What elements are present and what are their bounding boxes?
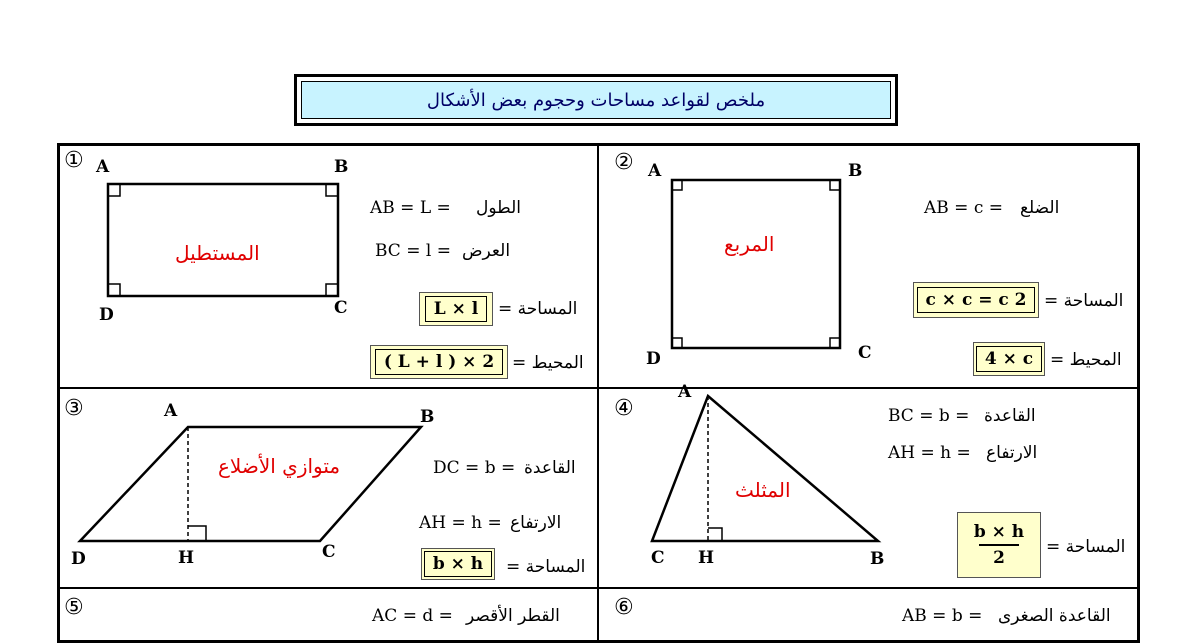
point-label-d: D — [71, 549, 86, 569]
point-label-a: A — [96, 157, 110, 177]
area-label-rectangle: المساحة = — [498, 299, 578, 319]
label-base: القاعدة — [524, 458, 576, 478]
perimeter-formula-rectangle: ( L + l ) × 2 — [370, 345, 508, 379]
shape-name-square: المربع — [724, 232, 775, 256]
perimeter-label-square: المحيط = — [1050, 350, 1122, 370]
point-label-c: C — [322, 542, 336, 562]
point-label-h: H — [178, 548, 195, 568]
formula-height: AH = h = — [419, 513, 502, 533]
formula-length: AB = L = — [370, 198, 451, 218]
area-denominator: 2 — [993, 548, 1005, 568]
point-label-a: A — [648, 161, 662, 181]
shape-name-rectangle: المستطيل — [175, 241, 260, 265]
point-label-c: C — [651, 548, 665, 568]
label-height: الارتفاع — [986, 443, 1038, 463]
point-label-h: H — [698, 548, 715, 568]
label-base: القاعدة — [984, 406, 1036, 426]
formula-short-diagonal: AC = d = — [372, 606, 453, 626]
cell-number-5: ⑤ — [64, 595, 84, 620]
point-label-c: C — [334, 298, 348, 318]
area-label-triangle: المساحة = — [1046, 537, 1126, 557]
square-shape — [672, 180, 840, 348]
formula-side: AB = c = — [924, 198, 1003, 218]
formula-small-base: AB = b = — [902, 606, 983, 626]
point-label-a: A — [678, 382, 692, 402]
label-small-base: القاعدة الصغرى — [998, 606, 1111, 626]
cell-number-6: ⑥ — [614, 595, 634, 620]
label-length: الطول — [476, 198, 521, 218]
point-label-a: A — [164, 401, 178, 421]
shape-name-triangle: المثلث — [735, 478, 791, 502]
point-label-d: D — [99, 305, 114, 325]
label-height: الارتفاع — [510, 513, 562, 533]
point-label-c: C — [858, 343, 872, 363]
point-label-b: B — [870, 549, 885, 569]
cell-number-3: ③ — [64, 396, 84, 421]
area-formula-triangle — [957, 512, 1041, 578]
formula-base: DC = b = — [433, 458, 516, 478]
area-numerator: b × h — [973, 522, 1025, 542]
point-label-b: B — [334, 157, 349, 177]
area-formula-square: c × c = c 2 — [913, 282, 1039, 318]
perimeter-label-rectangle: المحيط = — [512, 353, 584, 373]
label-short-diagonal: القطر الأقصر — [466, 606, 560, 626]
area-label-parallelogram: المساحة = — [506, 557, 586, 577]
label-width: العرض — [462, 241, 511, 261]
area-formula-parallelogram: b × h — [421, 548, 495, 580]
cell-number-1: ① — [64, 148, 84, 173]
perimeter-formula-square: 4 × c — [973, 342, 1045, 376]
area-formula-rectangle: L × l — [419, 292, 493, 326]
formula-width: BC = l = — [375, 241, 451, 261]
triangle-shape — [652, 396, 878, 541]
formula-base: BC = b = — [888, 406, 970, 426]
point-label-d: D — [646, 349, 661, 369]
cell-number-2: ② — [614, 150, 634, 175]
formula-height: AH = h = — [888, 443, 971, 463]
fraction-bar — [979, 544, 1019, 546]
page-title: ملخص لقواعد مساحات وحجوم بعض الأشكال — [301, 81, 891, 119]
area-label-square: المساحة = — [1044, 291, 1124, 311]
point-label-b: B — [420, 407, 435, 427]
rectangle-shape — [108, 184, 338, 296]
shape-name-parallelogram: متوازي الأضلاع — [218, 454, 341, 478]
parallelogram-shape — [80, 427, 421, 541]
point-label-b: B — [848, 161, 863, 181]
cell-number-4: ④ — [614, 396, 634, 421]
label-side: الضلع — [1020, 198, 1060, 218]
